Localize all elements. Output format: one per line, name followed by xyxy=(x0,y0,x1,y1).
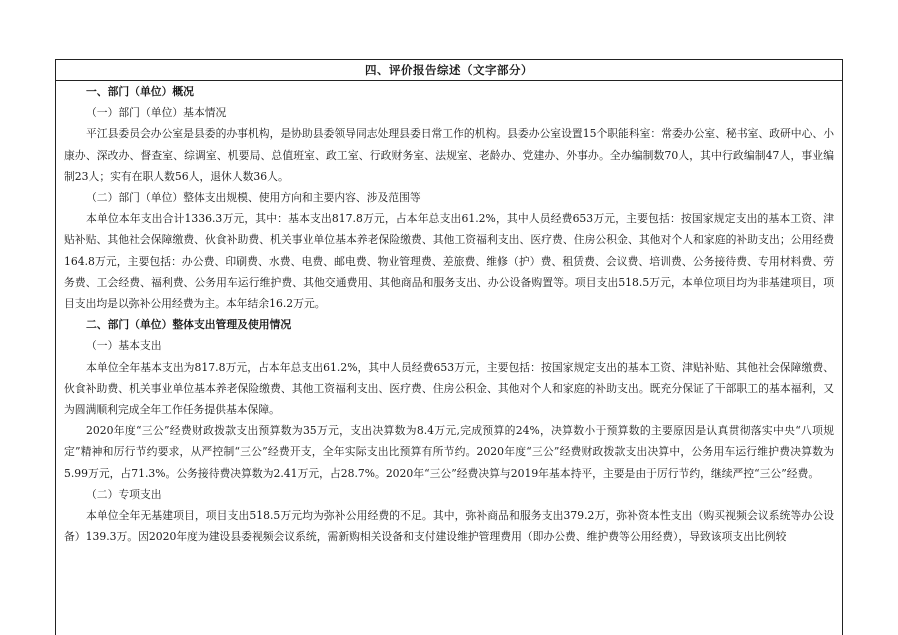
subheading-special-expenditure: （二）专项支出 xyxy=(86,487,162,501)
subheading-basic-expenditure: （一）基本支出 xyxy=(86,339,162,353)
section-heading-expenditure-management: 二、部门（单位）整体支出管理及使用情况 xyxy=(86,318,292,332)
paragraph-three-public-funds: 2020年度“三公”经费财政拨款支出预算数为35万元，支出决算数为8.4万元,完成预算的24%，决算数小于预算数的主要原因是认真贯彻落实中央“八项规定”精神和厉行节约要求，从严控制“三公”经费开支，全年实际支出比预算有所节约。2020年度“三公”经费财政拨款支出决算中，公务用车运行维护费决算数为5.99万元，占71.3%。公务接待费决算数为2.41万元，占28.7%。2020年“三公”经费决算与2019年基本持平，主要是由于厉行节约，继续严控“三公”经费。 xyxy=(64,424,834,480)
section-heading-overview: 一、部门（单位）概况 xyxy=(86,85,194,98)
paragraph-special-expenditure: 本单位全年无基建项目，项目支出518.5万元均为弥补公用经费的不足。其中，弥补商品和服务支出379.2万，弥补资本性支出（购买视频会议系统等办公设备）139.3万。因2020年度为建设县委视频会议系统，需新购相关设备和支付建设维护管理费用（即办公费、维护费等公用经费），导致该项支出比例较 xyxy=(64,509,834,544)
subheading-basic-info: （一）部门（单位）基本情况 xyxy=(86,106,227,120)
paragraph-expenditure-scale: 本单位本年支出合计1336.3万元，其中：基本支出817.8万元，占本年总支出61.2%，其中人员经费653万元，主要包括：按国家规定支出的基本工资、津贴补贴、其他社会保障缴费、伙食补助费、机关事业单位基本养老保险缴费、其他工资福利支出、医疗费、住房公积金、其他对个人和家庭的补助支出；公用经费164.8万元，主要包括：办公费、印刷费、水费、电费、邮电费、物业管理费、差旅费、维修（护）费、租赁费、会议费、培训费、公务接待费、专用材料费、劳务费、工会经费、福利费、公务用车运行维护费、其他交通费用、其他商品和服务支出、办公设备购置等。项目支出518.5万元，本单位项目均为非基建项目，项目支出均是以弥补公用经费为主。本年结余16.2万元。 xyxy=(64,212,834,311)
paragraph-basic-info: 平江县委员会办公室是县委的办事机构，是协助县委领导同志处理县委日常工作的机构。县委办公室设置15个职能科室：常委办公室、秘书室、政研中心、小康办、深改办、督查室、综调室、机要局、总值班室、政工室、行政财务室、法规室、老龄办、党建办、外事办。全办编制数70人，其中行政编制47人，事业编制23人；实有在职人数56人，退休人数36人。 xyxy=(64,127,834,183)
report-body xyxy=(56,81,842,547)
report-table-frame xyxy=(55,59,843,635)
paragraph-basic-expenditure: 本单位全年基本支出为817.8万元，占本年总支出61.2%，其中人员经费653万元，主要包括：按国家规定支出的基本工资、津贴补贴、其他社会保障缴费、伙食补助费、机关事业单位基本养老保险缴费、其他工资福利支出、医疗费、住房公积金、其他对个人和家庭的补助支出。既充分保证了干部职工的基本福利，又为圆满顺利完成全年工作任务提供基本保障。 xyxy=(64,360,834,417)
report-section-title: 四、评价报告综述（文字部分） xyxy=(56,60,842,81)
subheading-expenditure-scale: （二）部门（单位）整体支出规模、使用方向和主要内容、涉及范围等 xyxy=(86,191,421,205)
